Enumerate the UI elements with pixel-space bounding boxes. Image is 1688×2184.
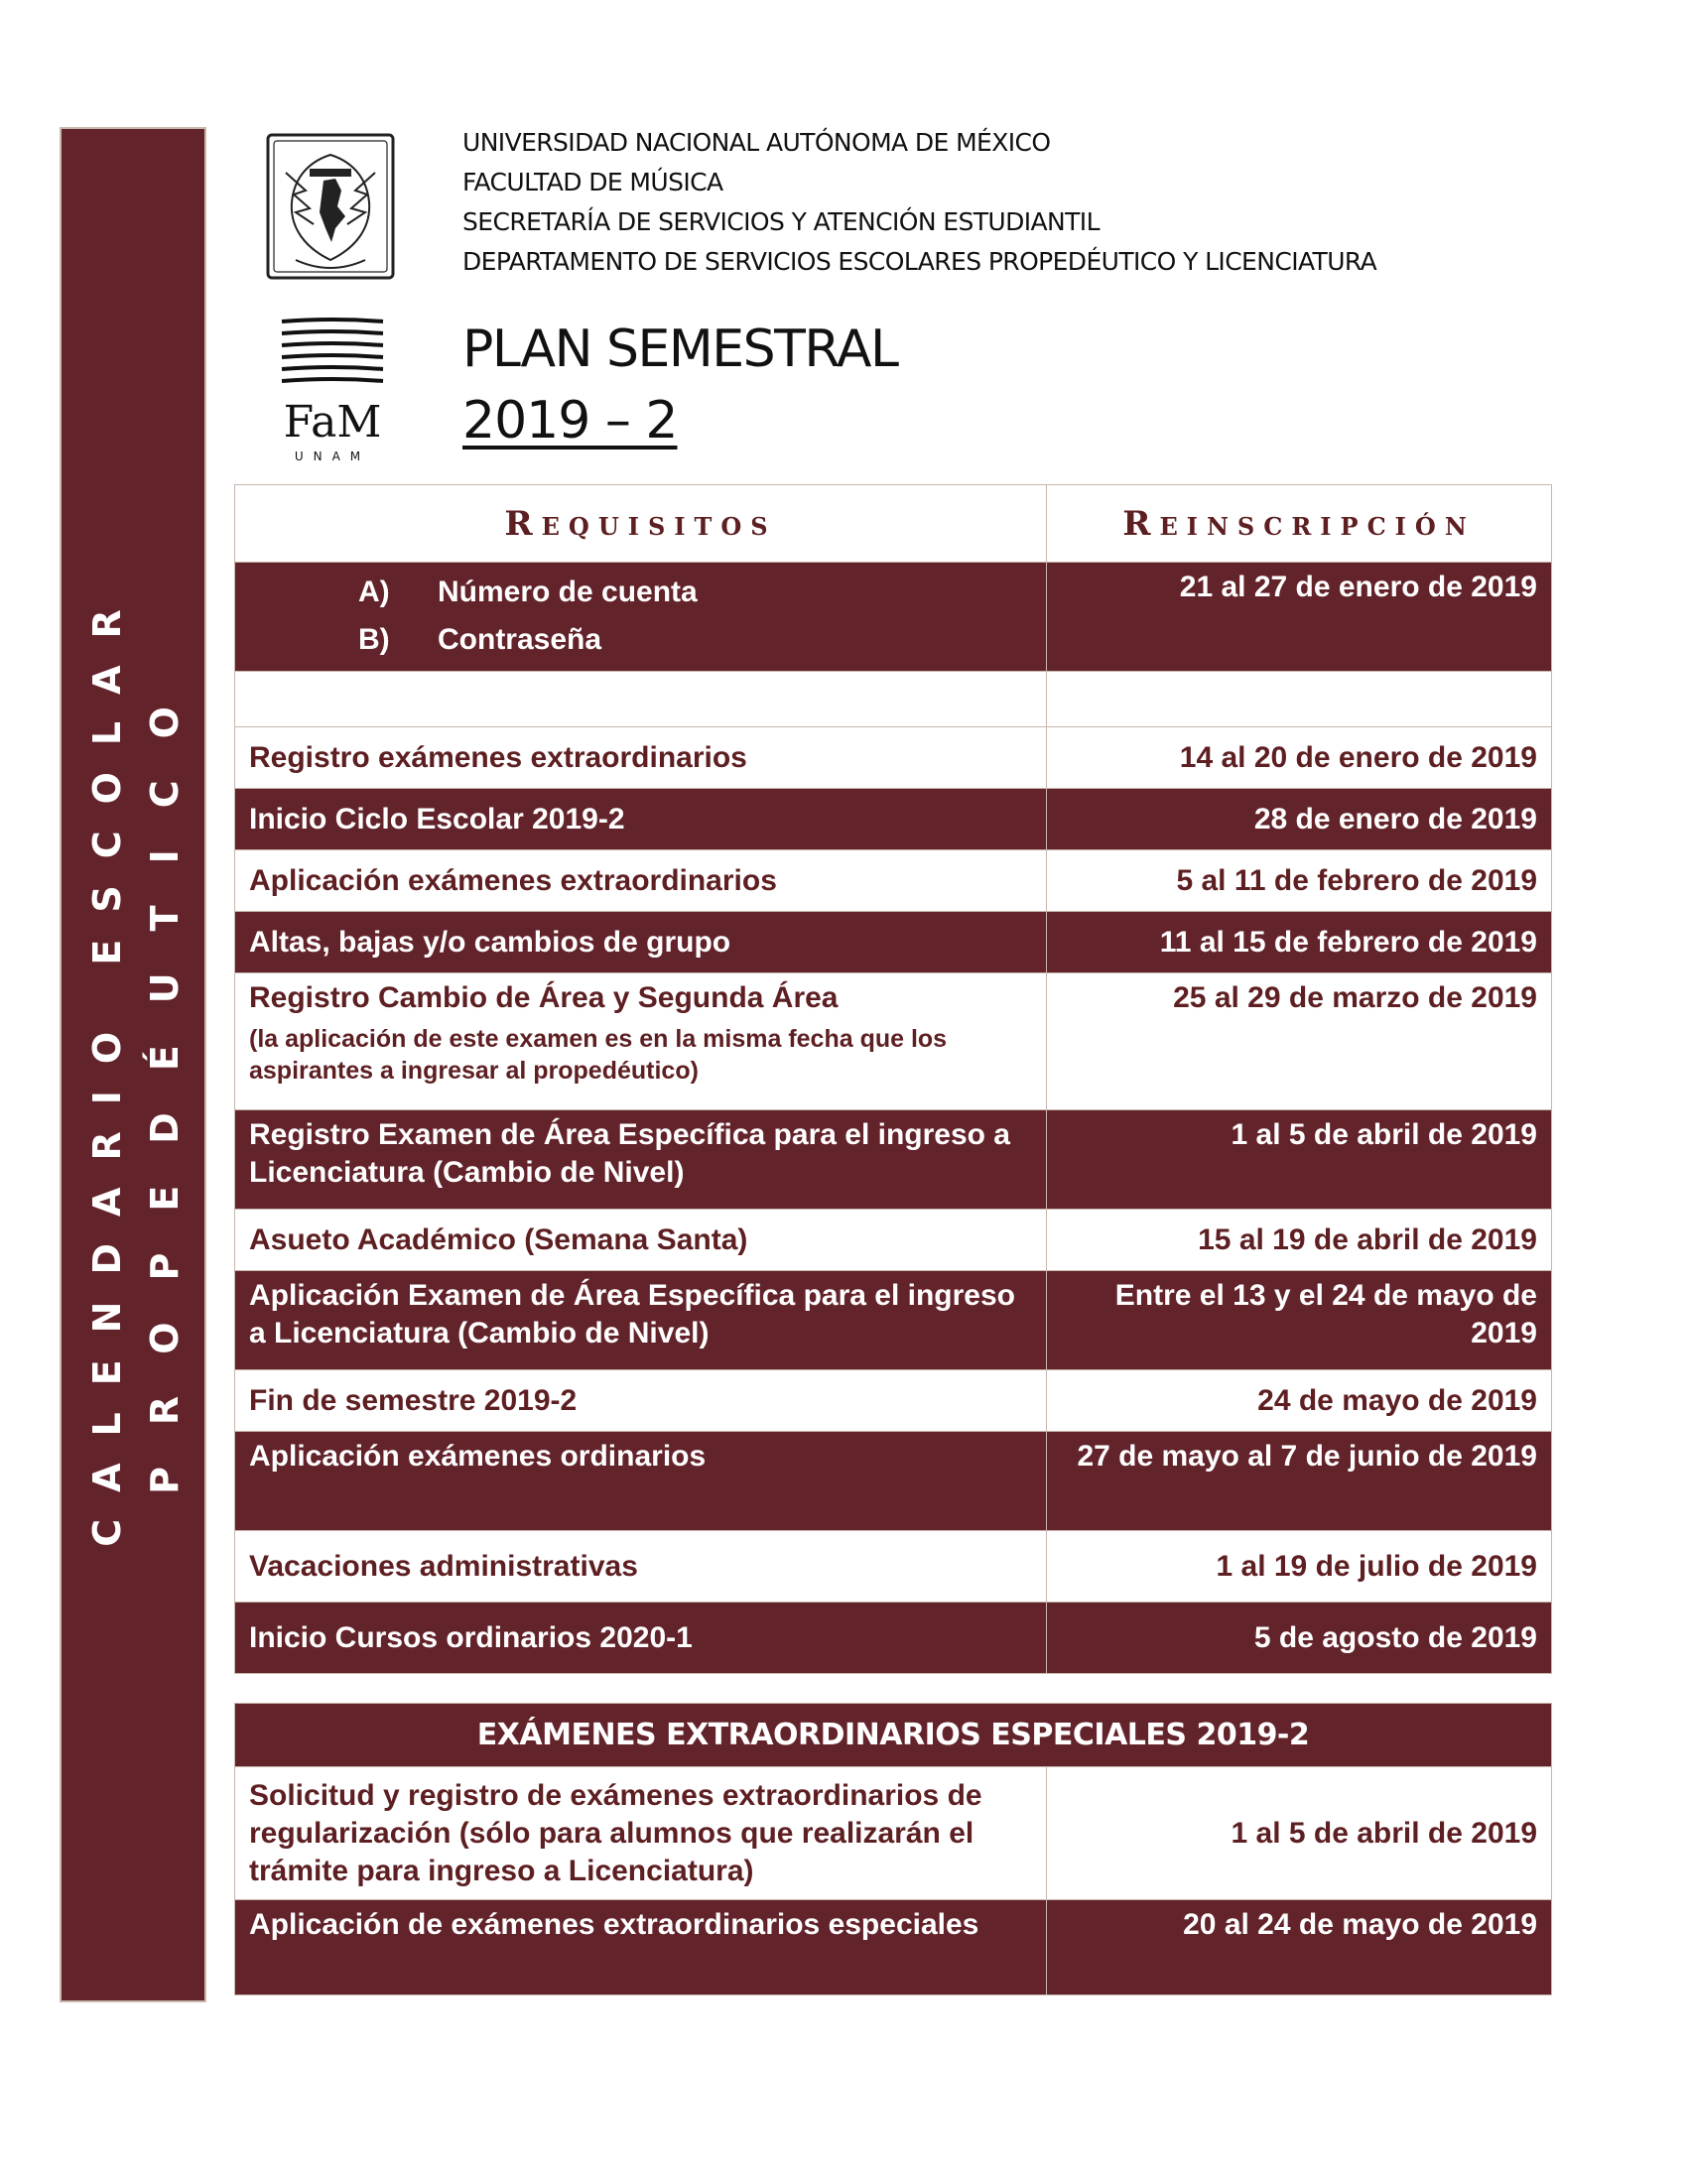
activity-cell: Registro exámenes extraordinarios [235, 727, 1047, 789]
side-banner-line1-wrap [77, 129, 137, 2000]
activity-cell: Inicio Cursos ordinarios 2020-1 [235, 1603, 1047, 1674]
institution-lines [462, 123, 1376, 282]
date-cell: Entre el 13 y el 24 de mayo de 2019 [1047, 1271, 1552, 1370]
special-exams-header-row [235, 1704, 1552, 1767]
activity-note: (la aplicación de este examen es en la misma fecha que los aspirantes a ingresar al propedéutico) [249, 1025, 948, 1085]
table-row [235, 789, 1552, 850]
date-cell: 25 al 29 de marzo de 2019 [1047, 973, 1552, 1110]
date-cell: 20 al 24 de mayo de 2019 [1047, 1900, 1552, 1995]
side-banner-line2: PROPEDÉUTICO [143, 665, 187, 1494]
reinscription-date: 21 al 27 de enero de 2019 [1047, 563, 1552, 672]
activity-cell: Altas, bajas y/o cambios de grupo [235, 912, 1047, 973]
calendar-table [234, 484, 1552, 1674]
table-row [235, 1603, 1552, 1674]
page-subtitle-year: 2019 – 2 [462, 391, 678, 450]
date-cell: 24 de mayo de 2019 [1047, 1370, 1552, 1432]
spacer-row [235, 672, 1552, 727]
fam-logo [278, 316, 387, 464]
institution-line: FACULTAD DE MÚSICA [462, 168, 723, 196]
special-exams-table [234, 1703, 1552, 1995]
fam-logo-sub: UNAM [294, 450, 371, 463]
table-row [235, 1271, 1552, 1370]
date-cell: 28 de enero de 2019 [1047, 789, 1552, 850]
table-row [235, 850, 1552, 912]
date-cell: 11 al 15 de febrero de 2019 [1047, 912, 1552, 973]
date-cell: 1 al 19 de julio de 2019 [1047, 1531, 1552, 1603]
date-cell: 1 al 5 de abril de 2019 [1047, 1767, 1552, 1900]
special-exams-title: EXÁMENES EXTRAORDINARIOS ESPECIALES 2019-2 [235, 1704, 1552, 1767]
side-banner-line1: CALENDARIO ESCOLAR [85, 582, 129, 1547]
activity-cell: Aplicación exámenes extraordinarios [235, 850, 1047, 912]
activity-cell: Registro Examen de Área Específica para el ingreso a Licenciatura (Cambio de Nivel) [235, 1110, 1047, 1210]
table-row [235, 1900, 1552, 1995]
column-header-reinscripcion: Reinscripción [1047, 485, 1552, 563]
activity-cell: Asueto Académico (Semana Santa) [235, 1210, 1047, 1271]
requirement-key: A) [358, 576, 390, 608]
table-row [235, 727, 1552, 789]
table-row [235, 1370, 1552, 1432]
page-title: PLAN SEMESTRAL [462, 320, 898, 379]
institution-line: UNIVERSIDAD NACIONAL AUTÓNOMA DE MÉXICO [462, 128, 1051, 157]
requirement-label: Número de cuenta [438, 576, 698, 608]
activity-cell: Fin de semestre 2019-2 [235, 1370, 1047, 1432]
table-row [235, 1531, 1552, 1603]
date-cell: 14 al 20 de enero de 2019 [1047, 727, 1552, 789]
date-cell: 15 al 19 de abril de 2019 [1047, 1210, 1552, 1271]
requirement-key: B) [358, 623, 390, 656]
activity-cell [235, 973, 1047, 1110]
side-banner-line2-wrap [135, 129, 195, 2000]
column-header-requisitos: Requisitos [235, 485, 1047, 563]
activity-cell: Inicio Ciclo Escolar 2019-2 [235, 789, 1047, 850]
requirements-cell [235, 563, 1047, 672]
table-row [235, 1432, 1552, 1531]
fam-logo-text: FaM [283, 397, 382, 448]
requirement-item [249, 569, 1032, 616]
date-cell: 1 al 5 de abril de 2019 [1047, 1110, 1552, 1210]
table-row [235, 1210, 1552, 1271]
unam-seal-logo [266, 133, 395, 280]
requirement-label: Contraseña [438, 623, 602, 656]
activity-cell: Aplicación Examen de Área Específica para el ingreso a Licenciatura (Cambio de Nivel) [235, 1271, 1047, 1370]
institution-line: SECRETARÍA DE SERVICIOS Y ATENCIÓN ESTUDIANTIL [462, 207, 1100, 236]
date-cell: 27 de mayo al 7 de junio de 2019 [1047, 1432, 1552, 1531]
requirements-row [235, 563, 1552, 672]
activity-cell: Aplicación de exámenes extraordinarios especiales [235, 1900, 1047, 1995]
table-header-row [235, 485, 1552, 563]
institution-line: DEPARTAMENTO DE SERVICIOS ESCOLARES PROPEDÉUTICO Y LICENCIATURA [462, 247, 1377, 276]
side-banner [60, 127, 206, 2002]
activity-cell: Aplicación exámenes ordinarios [235, 1432, 1047, 1531]
requirement-item [249, 616, 1032, 664]
table-row [235, 1767, 1552, 1900]
table-row [235, 973, 1552, 1110]
date-cell: 5 al 11 de febrero de 2019 [1047, 850, 1552, 912]
table-row [235, 1110, 1552, 1210]
activity-text: Registro Cambio de Área y Segunda Área [249, 981, 839, 1014]
table-row [235, 912, 1552, 973]
date-cell: 5 de agosto de 2019 [1047, 1603, 1552, 1674]
activity-cell: Vacaciones administrativas [235, 1531, 1047, 1603]
activity-cell: Solicitud y registro de exámenes extraordinarios de regularización (sólo para alumnos que realizarán el trámite para ingreso a Licenciatura) [235, 1767, 1047, 1900]
